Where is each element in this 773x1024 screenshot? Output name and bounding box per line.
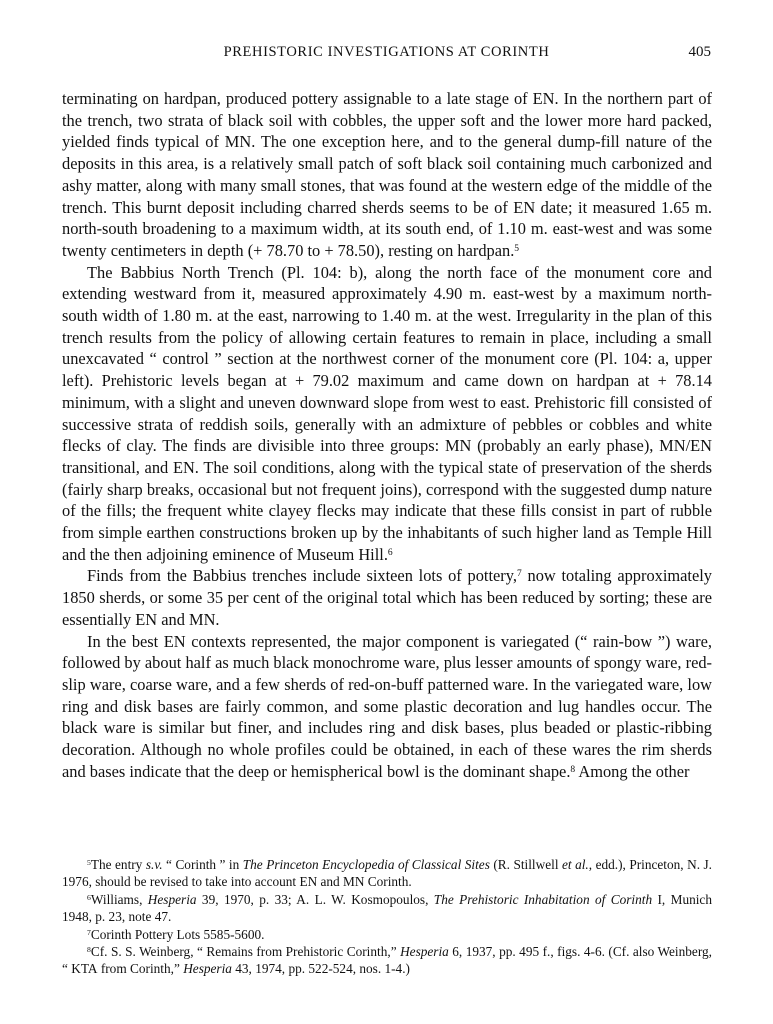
- footnote-6: [62, 891, 712, 926]
- footnote-ref-6: 6: [387, 547, 393, 558]
- footnote-5-text-b: “ Corinth ” in: [162, 857, 243, 872]
- footnote-8-journal: Hesperia: [400, 944, 449, 960]
- page-number: 405: [688, 44, 711, 60]
- footnote-5-sv: s.v.: [145, 857, 163, 872]
- footnote-5: [62, 856, 712, 891]
- footnote-6-number: 6: [87, 892, 91, 902]
- paragraph-3-text-a: Finds from the Babbius trenches include sixteen lots of pottery,: [87, 566, 517, 586]
- footnote-5-title: The Princeton Encyclopedia of Classical Sites: [242, 857, 490, 872]
- paragraph-4: [62, 631, 712, 783]
- paragraph-2: [62, 262, 712, 566]
- footnote-ref-7: 7: [516, 569, 522, 580]
- footnote-8-journal-2: Hesperia: [183, 961, 232, 977]
- footnote-5-text-c: (R. Stillwell: [489, 857, 563, 872]
- paragraph-4-text-a: In the best EN contexts represented, the major component is variegated (“ rain-bow ”) ware, followed by about half as much black monochrome ware, plus lesser amounts of spongy ware, red-slip ware, coarse ware, and a few sherds of red-on-buff patterned ware. In the variegated ware, low ring and disk bases are fairly common, and some plastic decoration and lug handles occur. The black ware is similar but finer, and includes ring and disk bases, plus beaded or plastic-ribbing decoration. Although no whole profiles could be obtained, in each of these wares the rim sherds and bases indicate that the deep or hemispherical bowl is the dominant shape.: [62, 631, 712, 781]
- footnote-8-text-d: 43, 1974, pp. 522-524, nos. 1-4.): [231, 961, 410, 977]
- footnote-ref-8: 8: [570, 764, 576, 775]
- footnote-6-journal: Hesperia: [147, 891, 197, 907]
- footnotes: [62, 856, 712, 978]
- footnote-7-text: Corinth Pottery Lots 5585-5600.: [90, 926, 265, 942]
- footnote-5-text: The entry: [90, 857, 146, 872]
- paragraph-3: [62, 565, 712, 630]
- footnote-7: [62, 926, 712, 943]
- footnote-6-text: Williams,: [90, 891, 148, 907]
- paragraph-1-text: terminating on hardpan, produced pottery assignable to a late stage of EN. In the northern part of the trench, two strata of black soil with cobbles, the upper soft and the lower more hard packed, yielded finds typical of MN. The one exception here, and to the general dump-fill nature of the deposits in this area, is a relatively small patch of soft black soil containing much carbonized and ashy matter, along with many small stones, that was found at the western edge of the middle of the trench. This burnt deposit including charred sherds seems to be of EN date; it measured 1.65 m. north-south broadening to a maximum width, at its south end, of 1.10 m. east-west and was some twenty centimeters in depth (+ 78.70 to + 78.50), resting on hardpan.: [62, 89, 712, 260]
- footnote-6-text-c: I, Munich 1948, p. 23, note 47.: [62, 891, 712, 925]
- footnote-7-number: 7: [87, 927, 91, 937]
- running-title: PREHISTORIC INVESTIGATIONS AT CORINTH: [223, 44, 550, 60]
- paragraph-3-text-b: now totaling approximately 1850 sherds, or some 35 per cent of the original total which has been reduced by sorting; these are essentially EN and MN.: [62, 566, 712, 629]
- footnote-8-greek: KTA: [71, 961, 98, 977]
- paragraph-4-text-b: Among the other: [575, 761, 690, 781]
- footnote-5-number: 5: [87, 857, 91, 867]
- paragraph-2-text: The Babbius North Trench (Pl. 104: b), along the north face of the monument core and extending westward from it, measured approximately 4.90 m. east-west by a maximum north-south width of 1.80 m. at the east, narrowing to 1.40 m. at the west. Irregularity in the plan of this trench results from the policy of allowing certain features to remain in place, including a small unexcavated “ control ” section at the northwest corner of the monument core (Pl. 104: a, upper left). Prehistoric levels began at + 79.02 maximum and came down on hardpan at + 78.14 minimum, with a slight and uneven downward slope from west to east. Prehistoric fill consisted of successive strata of reddish soils, generally with an admixture of pebbles or cobbles and white flecks of clay. The finds are divisible into three groups: MN (probably an early phase), MN/EN transitional, and EN. The soil conditions, along with the typical state of preservation of the sherds (fairly sharp breaks, occasional but not frequent joins), correspond with the suggested dump nature of the fills; the frequent white clayey flecks may indicate that these fills consist in part of rubble from simple earthen constructions broken up by the inhabitants of such higher land as Temple Hill and the then adjoining eminence of Museum Hill.: [62, 262, 712, 564]
- footnote-8-text-b: 6, 1937, pp. 495 f., figs. 4-6. (Cf. also Weinberg, “: [62, 944, 712, 977]
- footnote-8: [62, 943, 712, 978]
- body-text: [62, 88, 712, 783]
- paragraph-1: [62, 88, 712, 262]
- footnote-8-number: 8: [87, 944, 91, 954]
- footnote-5-etal: et al.: [562, 857, 589, 872]
- footnote-8-text-c: from Corinth,”: [97, 961, 184, 977]
- footnote-6-text-b: 39, 1970, p. 33; A. L. W. Kosmopoulos,: [196, 891, 434, 907]
- footnote-5-text-d: , edd.), Princeton, N. J. 1976, should be revised to take into account EN and MN Corinth.: [62, 857, 712, 890]
- footnote-6-title: The Prehistoric Inhabitation of Corinth: [433, 891, 653, 907]
- footnote-ref-5: 5: [514, 243, 520, 254]
- footnote-8-text: Cf. S. S. Weinberg, “ Remains from Prehistoric Corinth,”: [90, 944, 401, 960]
- running-head: [62, 44, 711, 66]
